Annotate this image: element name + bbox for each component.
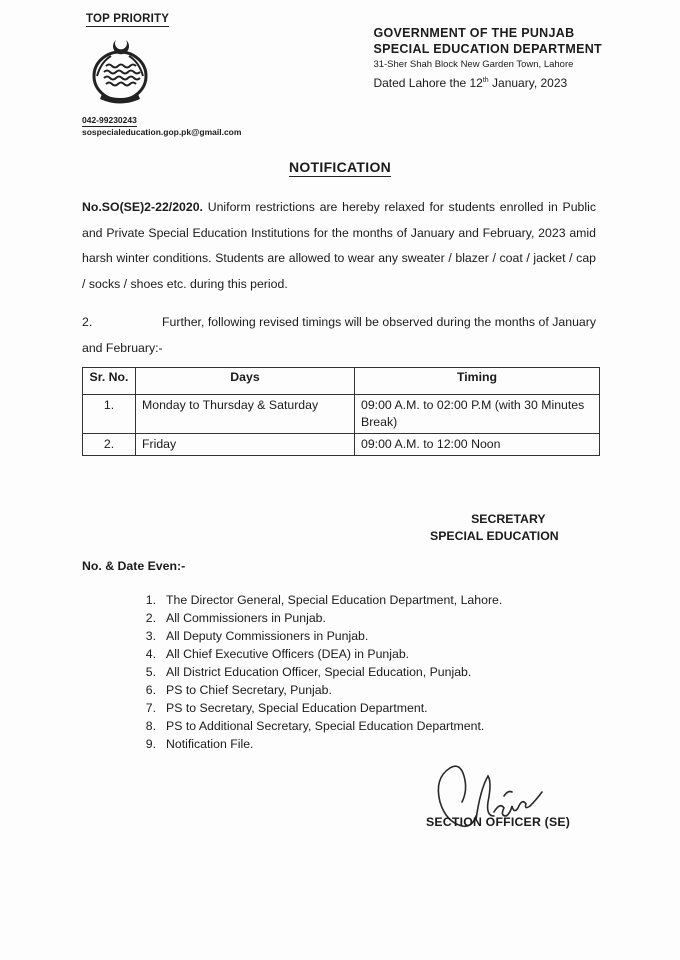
secretary-title: SECRETARY (471, 512, 546, 526)
email-address: sospecialeducation.gop.pk@gmail.com (82, 127, 242, 137)
secretary-signature-block (430, 511, 559, 545)
paragraph-2-text: Further, following revised timings will be observed during the months of January and February:- (82, 315, 596, 355)
timings-table (82, 367, 600, 456)
list-item (138, 645, 502, 663)
list-item (138, 699, 502, 717)
list-text: PS to Additional Secretary, Special Education Department. (166, 719, 485, 733)
table-row (83, 395, 600, 434)
dated-suffix-sup: th (482, 77, 489, 84)
document-title (0, 159, 680, 177)
list-item (138, 717, 502, 735)
list-text: PS to Chief Secretary, Punjab. (166, 683, 332, 697)
punjab-emblem-icon (88, 30, 152, 106)
paragraph-1 (82, 195, 596, 297)
list-number: 3. (145, 629, 156, 643)
cell-days: Friday (136, 434, 355, 456)
list-text: All Commissioners in Punjab. (166, 611, 326, 625)
secretary-department: SPECIAL EDUCATION (430, 529, 559, 543)
cell-sr-no: 2. (83, 434, 136, 456)
list-text: All Deputy Commissioners in Punjab. (166, 629, 369, 643)
list-number: 4. (145, 647, 156, 661)
cell-sr-no: 1. (83, 395, 136, 434)
reference-number: No.SO(SE)2-22/2020. (82, 200, 203, 214)
list-item (138, 591, 502, 609)
paragraph-2-number: 2. (82, 315, 93, 329)
dated-suffix: January, 2023 (488, 76, 568, 90)
paragraph-2 (82, 310, 596, 361)
list-number: 8. (145, 719, 156, 733)
list-item (138, 609, 502, 627)
date-even-label: No. & Date Even:- (82, 559, 186, 573)
department-name: SPECIAL EDUCATION DEPARTMENT (373, 42, 602, 56)
dated-prefix: Dated Lahore the 12 (373, 76, 483, 90)
cell-days: Monday to Thursday & Saturday (136, 395, 355, 434)
list-item (138, 627, 502, 645)
header-timing: Timing (355, 368, 600, 395)
list-text: All District Education Officer, Special Education, Punjab. (166, 665, 472, 679)
table-header-row (83, 368, 600, 395)
list-text: All Chief Executive Officers (DEA) in Punjab. (166, 647, 410, 661)
list-number: 5. (145, 665, 156, 679)
dated-line (373, 76, 602, 90)
table-row (83, 434, 600, 456)
list-number: 6. (145, 683, 156, 697)
list-number: 2. (145, 611, 156, 625)
department-address: 31-Sher Shah Block New Garden Town, Lahore (373, 59, 574, 70)
list-text: The Director General, Special Education Department, Lahore. (166, 593, 503, 607)
cell-timing: 09:00 A.M. to 12:00 Noon (355, 434, 600, 456)
list-item (138, 681, 502, 699)
contact-block (82, 115, 241, 138)
list-text: Notification File. (166, 737, 254, 751)
priority-label: TOP PRIORITY (86, 13, 170, 25)
header-days: Days (136, 368, 355, 395)
list-text: PS to Secretary, Special Education Department. (166, 701, 428, 715)
list-number: 7. (145, 701, 156, 715)
department-header (373, 26, 602, 90)
government-name: GOVERNMENT OF THE PUNJAB (373, 26, 575, 40)
section-officer-title: SECTION OFFICER (SE) (426, 815, 571, 829)
cell-timing: 09:00 A.M. to 02:00 P.M (with 30 Minutes Break) (355, 395, 600, 434)
title-text: NOTIFICATION (288, 159, 392, 175)
list-item (138, 663, 502, 681)
header-sr-no: Sr. No. (83, 368, 136, 395)
list-number: 1. (145, 593, 156, 607)
list-item (138, 735, 502, 753)
paragraph-1-text: Uniform restrictions are hereby relaxed for students enrolled in Public and Private Special Education Institutions for the months of January and February, 2023 amid harsh winter conditions. Students are allowed to wear any sweater / blazer / coat / jacket / cap / socks / shoes etc. during this period. (82, 200, 596, 291)
distribution-list (138, 591, 502, 753)
phone-number: 042-99230243 (82, 115, 137, 125)
list-number: 9. (145, 737, 156, 751)
